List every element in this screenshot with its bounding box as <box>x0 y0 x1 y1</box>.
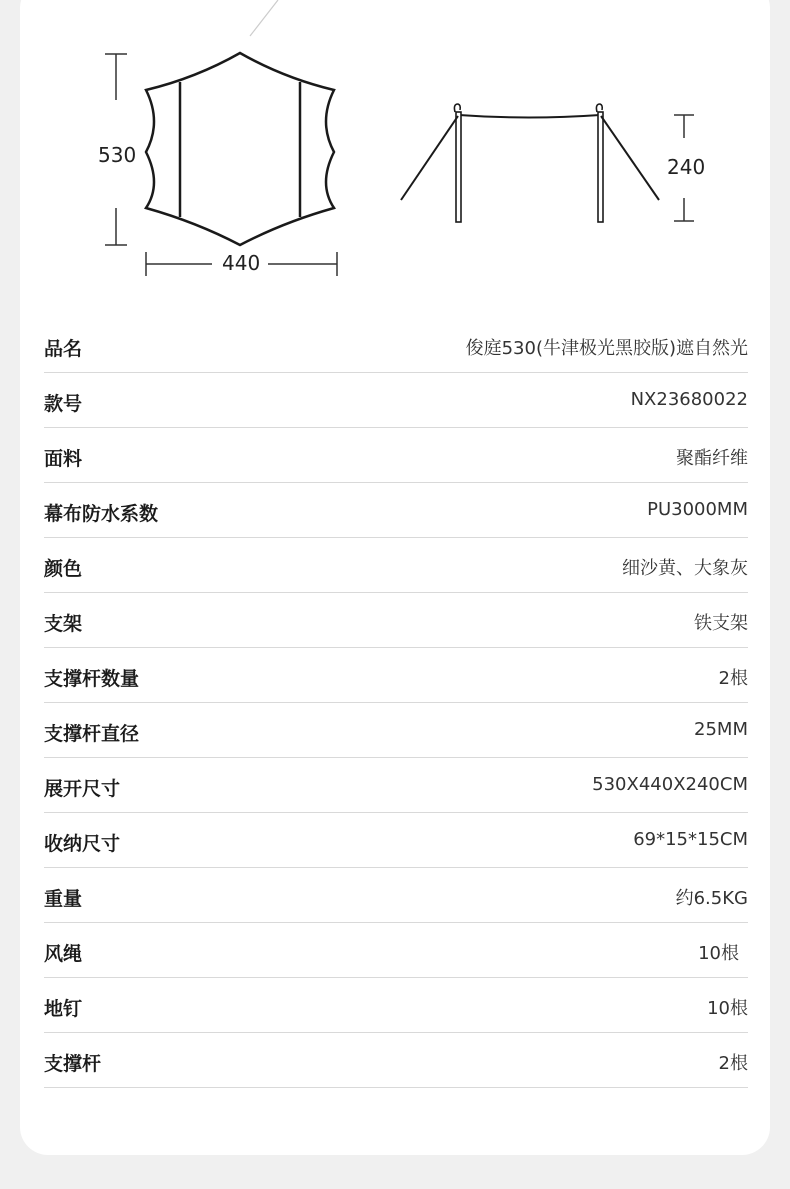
spec-label: 颜色 <box>44 558 83 580</box>
width-dimension-label: 440 <box>222 251 261 275</box>
guy-rope-left <box>401 116 458 200</box>
spec-value: 细沙黄、大象灰 <box>622 558 748 579</box>
spec-value: 铁支架 <box>694 613 748 634</box>
spec-row-packed-size <box>44 813 748 868</box>
spec-row-support-poles <box>44 1033 748 1088</box>
spec-value: 25MM <box>694 719 748 740</box>
spec-row-frame <box>44 593 748 648</box>
spec-label: 收纳尺寸 <box>44 833 121 855</box>
decorative-line <box>250 0 278 36</box>
tarp-dimension-diagram <box>0 0 790 290</box>
spec-row-ground-stakes <box>44 978 748 1033</box>
spec-label: 支撑杆 <box>44 1053 102 1075</box>
spec-value: 10根 <box>707 998 748 1019</box>
pole-tip-left <box>454 104 460 112</box>
spec-label: 风绳 <box>44 943 83 965</box>
spec-value: 530X440X240CM <box>592 774 748 795</box>
spec-row-waterproof-rating <box>44 483 748 538</box>
spec-table <box>44 318 748 1088</box>
support-pole-left <box>456 112 461 222</box>
pole-height-dimension-label: 240 <box>667 155 706 179</box>
spec-label: 款号 <box>44 393 83 415</box>
spec-row-weight <box>44 868 748 923</box>
spec-value: 2根 <box>718 1053 748 1074</box>
guy-rope-right <box>601 116 659 200</box>
spec-value: 10根 <box>698 943 739 964</box>
spec-label: 支撑杆直径 <box>44 723 140 745</box>
spec-value: 69*15*15CM <box>633 829 748 850</box>
spec-row-pole-diameter <box>44 703 748 758</box>
spec-label: 展开尺寸 <box>44 778 121 800</box>
tarp-top-view <box>146 53 334 245</box>
support-pole-right <box>598 112 603 222</box>
spec-row-product-name <box>44 318 748 373</box>
spec-row-guy-ropes <box>44 923 748 978</box>
height-dimension-label: 530 <box>98 143 137 167</box>
spec-label: 面料 <box>44 448 83 470</box>
spec-value: NX23680022 <box>630 389 748 410</box>
spec-value: 2根 <box>718 668 748 689</box>
pole-tip-right <box>596 104 602 112</box>
spec-value: PU3000MM <box>647 499 748 520</box>
spec-row-color <box>44 538 748 593</box>
spec-row-model-number <box>44 373 748 428</box>
spec-value: 聚酯纤维 <box>676 448 748 469</box>
spec-row-pole-count <box>44 648 748 703</box>
spec-row-open-size <box>44 758 748 813</box>
spec-label: 幕布防水系数 <box>44 503 159 525</box>
spec-label: 支架 <box>44 613 83 635</box>
tarp-side-ridge <box>459 115 600 118</box>
spec-label: 品名 <box>44 338 83 360</box>
spec-value: 俊庭530(牛津极光黑胶版)遮自然光 <box>465 338 748 359</box>
spec-label: 重量 <box>44 888 83 910</box>
spec-value: 约6.5KG <box>675 888 748 909</box>
spec-row-fabric <box>44 428 748 483</box>
spec-label: 地钉 <box>44 998 83 1020</box>
spec-label: 支撑杆数量 <box>44 668 140 690</box>
